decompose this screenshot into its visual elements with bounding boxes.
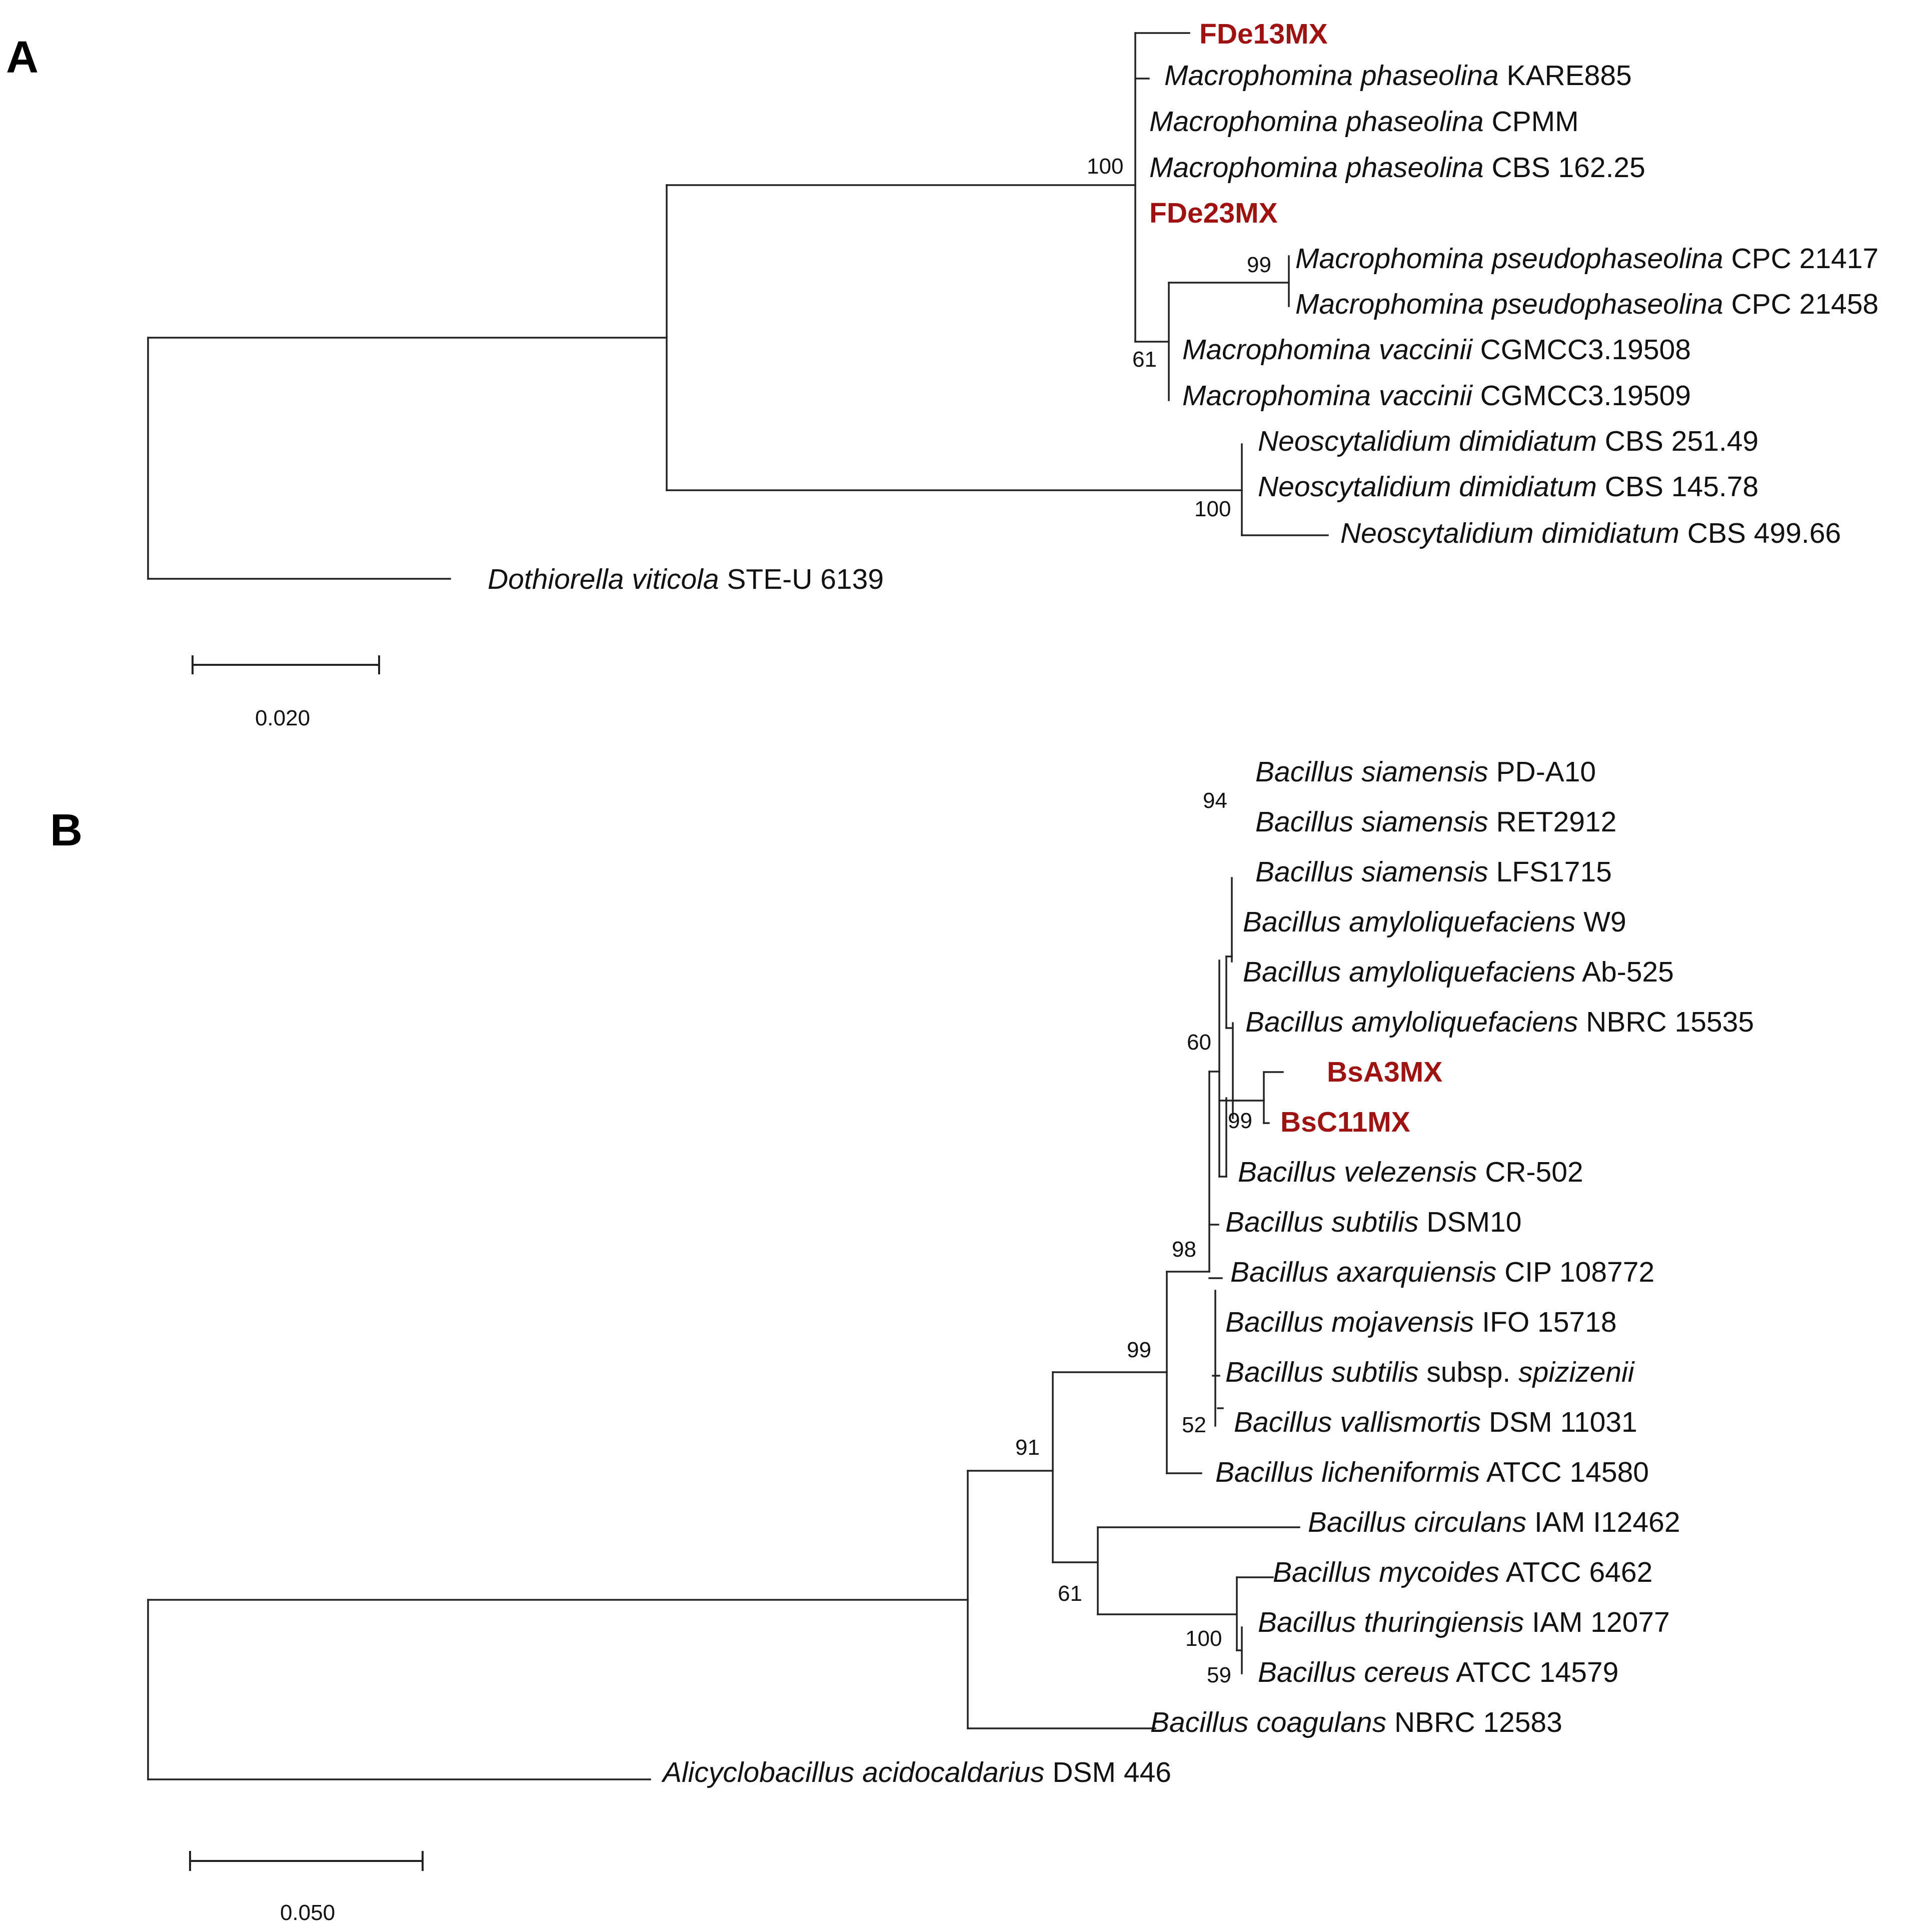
leaf-label: Dothiorella viticola STE-U 6139: [488, 563, 884, 595]
bootstrap-value: 61: [1058, 1581, 1082, 1606]
leaf-label: Bacillus mycoides ATCC 6462: [1273, 1556, 1653, 1588]
leaf-label: Bacillus mojavensis IFO 15718: [1225, 1306, 1617, 1338]
leaf-label: FDe13MX: [1199, 18, 1328, 50]
leaf-label: Neoscytalidium dimidiatum CBS 499.66: [1340, 517, 1841, 549]
panel-b-label: B: [50, 805, 83, 855]
leaf-label: Bacillus amyloliquefaciens Ab-525: [1243, 956, 1674, 988]
bootstrap-value: 91: [1015, 1435, 1040, 1460]
leaf-label: Bacillus amyloliquefaciens W9: [1243, 906, 1626, 938]
leaf-label: Macrophomina phaseolina CBS 162.25: [1149, 152, 1645, 184]
leaf-label: Bacillus siamensis RET2912: [1255, 806, 1617, 838]
scale-bar-value: 0.050: [280, 1900, 336, 1925]
leaf-label: Bacillus cereus ATCC 14579: [1258, 1656, 1619, 1688]
bootstrap-value: 100: [1087, 154, 1124, 179]
bootstrap-value: 59: [1207, 1663, 1231, 1687]
leaf-label: Bacillus licheniformis ATCC 14580: [1215, 1456, 1649, 1488]
scale-bar-value: 0.020: [255, 706, 311, 730]
leaf-label: Alicyclobacillus acidocaldarius DSM 446: [663, 1756, 1171, 1788]
leaf-label: Macrophomina vaccinii CGMCC3.19509: [1182, 380, 1691, 412]
leaf-label: Bacillus vallismortis DSM 11031: [1234, 1406, 1637, 1438]
leaf-label: BsA3MX: [1327, 1056, 1443, 1088]
panel-a-label: A: [6, 33, 39, 83]
leaf-label: Bacillus axarquiensis CIP 108772: [1230, 1256, 1655, 1288]
bootstrap-value: 100: [1185, 1626, 1222, 1651]
bootstrap-value: 94: [1203, 788, 1227, 813]
bootstrap-value: 99: [1127, 1338, 1151, 1362]
leaf-label: Macrophomina pseudophaseolina CPC 21417: [1295, 243, 1879, 275]
bootstrap-value: 99: [1247, 253, 1271, 277]
leaf-label: Macrophomina phaseolina CPMM: [1149, 106, 1579, 138]
leaf-label: Macrophomina phaseolina KARE885: [1164, 60, 1632, 92]
leaf-label: Bacillus velezensis CR-502: [1238, 1156, 1583, 1188]
leaf-label: Bacillus subtilis subsp. spizizenii: [1225, 1356, 1634, 1388]
leaf-label: Macrophomina vaccinii CGMCC3.19508: [1182, 334, 1691, 366]
leaf-label: Neoscytalidium dimidiatum CBS 251.49: [1258, 425, 1759, 457]
leaf-label: FDe23MX: [1149, 197, 1278, 229]
leaf-label: Neoscytalidium dimidiatum CBS 145.78: [1258, 471, 1759, 503]
leaf-label: Bacillus siamensis PD-A10: [1255, 756, 1596, 788]
bootstrap-value: 99: [1228, 1109, 1252, 1133]
leaf-label: Bacillus circulans IAM I12462: [1308, 1506, 1680, 1538]
leaf-label: Bacillus thuringiensis IAM 12077: [1258, 1606, 1670, 1638]
bootstrap-value: 98: [1172, 1237, 1196, 1262]
bootstrap-value: 61: [1132, 347, 1157, 372]
leaf-label: Bacillus coagulans NBRC 12583: [1150, 1706, 1562, 1738]
bootstrap-value: 52: [1182, 1413, 1206, 1437]
leaf-label: Bacillus subtilis DSM10: [1225, 1206, 1522, 1238]
leaf-label: BsC11MX: [1280, 1106, 1410, 1138]
leaf-label: Macrophomina pseudophaseolina CPC 21458: [1295, 288, 1879, 320]
leaf-label: Bacillus amyloliquefaciens NBRC 15535: [1245, 1006, 1754, 1038]
bootstrap-value: 60: [1187, 1030, 1211, 1055]
leaf-label: Bacillus siamensis LFS1715: [1255, 856, 1612, 888]
bootstrap-value: 100: [1194, 497, 1231, 521]
